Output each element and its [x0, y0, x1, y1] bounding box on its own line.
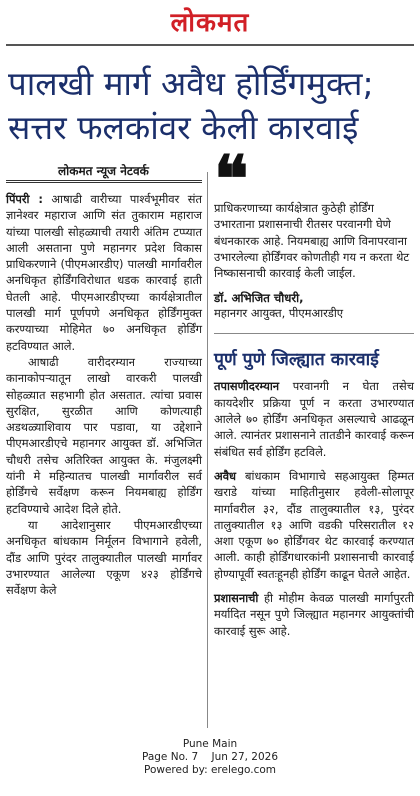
- quote-author-name: डॉ. अभिजित चौधरी,: [214, 291, 304, 306]
- page-footer: [0, 738, 420, 777]
- footer-date: Jun 27, 2026: [211, 751, 279, 763]
- paragraph-text: परवानगी न घेता तसेच कायदेशीर प्रक्रिया पूर्ण न करता उभारण्यात आलेले ७० होर्डिंग अनधिकृत असल्याचे आढळून आले. त्यानंतर प्रशासनाने तातडीने कारवाई करून संबंधित सर्व होर्डिंग हटविले.: [214, 379, 414, 459]
- headline-line-2: सत्तर फलकांवर केली कारवाई: [8, 108, 359, 147]
- byline: लोकमत न्यूज नेटवर्क: [58, 164, 149, 178]
- quote-text: प्राधिकरणाच्या कार्यक्षेत्रात कुठेही होर्डिंग उभारताना प्रशासनाची रीतसर परवानगी घेणे बंधनकारक आहे. नियमबाह्य आणि विनापरवाना उभारलेल्या होर्डिंगवर कोणतीही गय न करता थेट निष्कासनाची कारवाई केली जाईल.: [214, 201, 410, 281]
- quote-author-role: महानगर आयुक्त, पीएमआरडीए: [214, 306, 344, 321]
- article-paragraph-2: आषाढी वारीदरम्यान राज्याच्या कानाकोपऱ्यातून लाखो वारकरी पालखी सोहळ्यात सहभागी होत असतात. त्यांचा प्रवास सुरक्षित, सुरळीत आणि कोणत्याही अडथळ्याशिवाय पार पडावा, या उद्देशाने पीएमआरडीएचे महानगर आयुक्त डॉ. अभिजित चौधरी तसेच अतिरिक्त आयुक्त के. मंजुलक्ष्मी यांनी मे महिन्यातच पालखी मार्गावरील सर्व होर्डिंगचे सर्वेक्षण करून नियमबाह्य होर्डिंग हटविण्याचे आदेश दिले होते.: [6, 354, 202, 516]
- quote-divider: [214, 333, 414, 334]
- footer-edition: Pune Main: [182, 738, 238, 750]
- paragraph-1-text: आषाढी वारीच्या पार्श्वभूमीवर संत ज्ञानेश्वर महाराज आणि संत तुकाराम महाराज यांच्या पालखी सोहळ्याची तयारी अंतिम टप्प्यात आली असताना पुणे महानगर प्रदेश विकास प्राधिकरणाने (पीएमआरडीए) पालखी मार्गावरील अनधिकृत होर्डिंगविरोधात धडक कारवाई हाती घेतली आहे. पीएमआरडीएच्या कार्यक्षेत्रातील पालखी मार्ग पूर्णपणे अनधिकृत होर्डिंगमुक्त करण्याच्या मोहिमेत ७० अनधिकृत होर्डिंग हटविण्यात आले.: [6, 192, 202, 353]
- article-left-column: [6, 180, 202, 598]
- footer-page: Page No. 7: [141, 751, 199, 763]
- article-paragraph-1: [6, 191, 202, 354]
- paragraph-lead: प्रशासनाची: [214, 591, 259, 606]
- headline-line-1: पालखी मार्ग अवैध होर्डिंगमुक्त;: [8, 64, 374, 103]
- dateline: पिंपरी :: [6, 192, 43, 206]
- newspaper-logo: लोकमत: [170, 8, 250, 38]
- article-paragraph-3: या आदेशानुसार पीएमआरडीएच्या अनधिकृत बांधकाम निर्मूलन विभागाने हवेली, दौंड आणि पुरंदर तालुक्यातील पालखी मार्गावर उभारण्यात आलेल्या एकूण ४२३ होर्डिंगचे सर्वेक्षण केले: [6, 517, 202, 598]
- article-right-column: [214, 142, 414, 639]
- right-paragraph-2: [214, 468, 414, 582]
- headline: [8, 62, 416, 150]
- footer-page-date: [0, 751, 420, 764]
- masthead-rule: [6, 44, 414, 46]
- footer-powered-by[interactable]: Powered by: erelego.com: [143, 764, 277, 776]
- paragraph-text: बांधकाम विभागाचे सहआयुक्त हिम्मत खराडे यांच्या माहितीनुसार हवेली-सोलापूर मार्गावरील ३२, दौंड तालुक्यातील १३, पुरंदर तालुक्यातील १३ आणि वडकी परिसरातील १२ अशा एकूण ७० होर्डिंगवर थेट कारवाई करण्यात आली. काही होर्डिंगधारकांनी प्रशासनाची कारवाई होण्यापूर्वी स्वतःहूनही होर्डिंग काढून घेतले आहेत.: [214, 468, 414, 581]
- quote-mark-icon: ❝: [214, 142, 249, 217]
- right-paragraph-3: [214, 590, 414, 639]
- right-paragraph-1: [214, 378, 414, 459]
- paragraph-lead: अवैध: [214, 468, 237, 483]
- paragraph-lead: तपासणीदरम्यान: [214, 379, 280, 394]
- column-divider: [207, 172, 208, 728]
- paragraph-text: ही मोहीम केवळ पालखी मार्गापुरती मर्यादित नसून पुणे जिल्ह्यात महानगर आयुक्तांची कारवाई सुरू आहे.: [214, 591, 414, 638]
- subheading: पूर्ण पुणे जिल्ह्यात कारवाई: [214, 350, 379, 371]
- masthead: [0, 6, 420, 40]
